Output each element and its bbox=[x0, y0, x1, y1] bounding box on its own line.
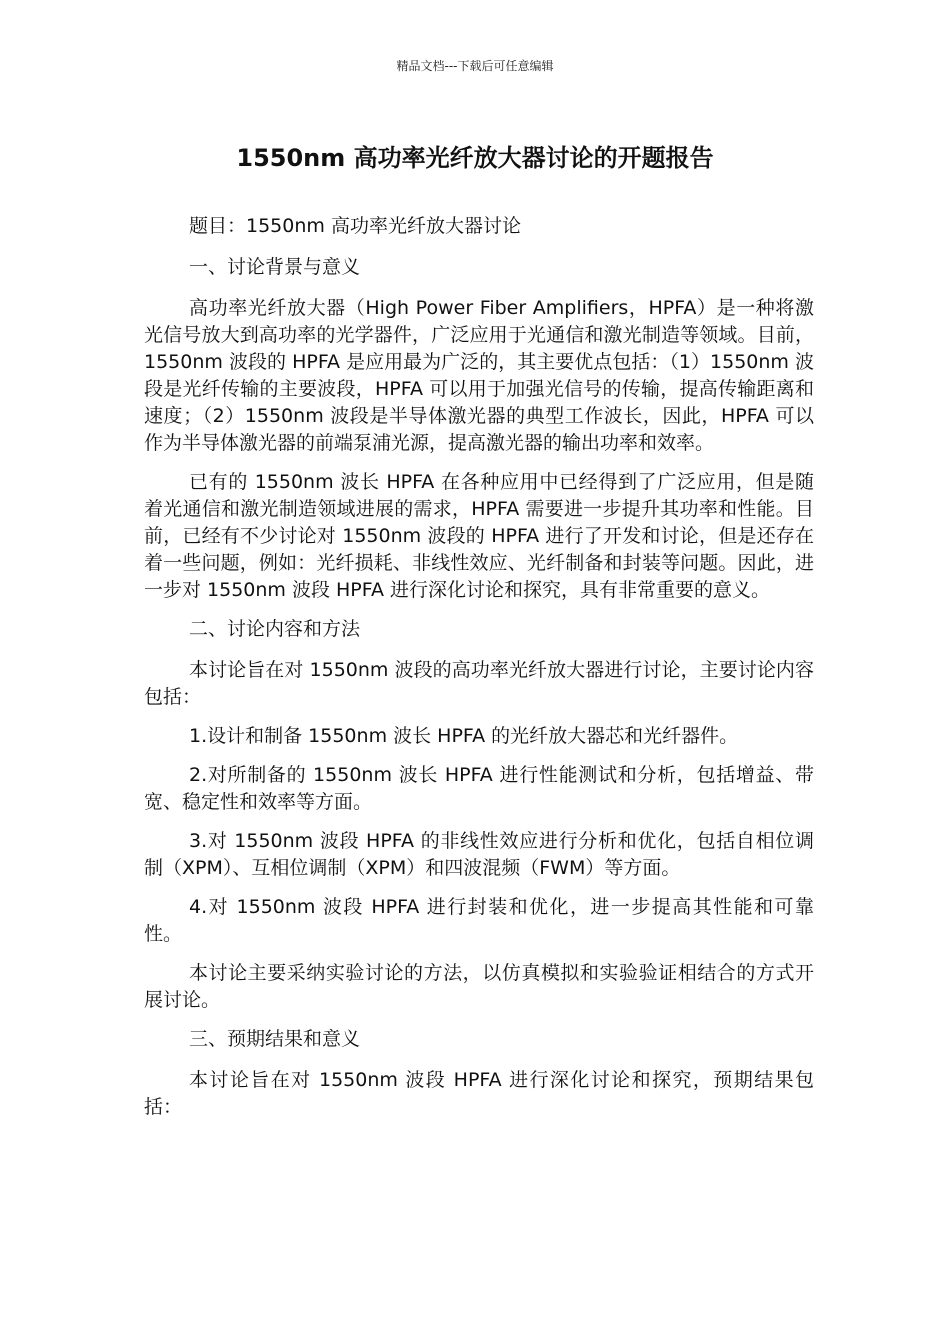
paragraph-expected-results: 本讨论旨在对 1550nm 波段 HPFA 进行深化讨论和探究，预期结果包括： bbox=[144, 1069, 814, 1118]
list-item-2: 2.对所制备的 1550nm 波长 HPFA 进行性能测试和分析，包括增益、带宽、稳定性和效率等方面。 bbox=[144, 764, 814, 813]
list-item-4: 4.对 1550nm 波段 HPFA 进行封装和优化，进一步提高其性能和可靠性。 bbox=[144, 896, 814, 945]
paragraph-hpfa-status: 已有的 1550nm 波长 HPFA 在各种应用中已经得到了广泛应用，但是随着光通信和激光制造领域进展的需求，HPFA 需要进一步提升其功率和性能。目前，已经有不少讨论对 1550nm 波段的 HPFA 进行了开发和讨论，但是还存在着一些问题，例如：光纤损耗、非线性效应、光纤制备和封装等问题。因此，进一步对 1550nm 波段 HPFA 进行深化讨论和探究，具有非常重要的意义。 bbox=[144, 471, 814, 601]
document-body bbox=[144, 213, 814, 1133]
paragraph-research-scope: 本讨论旨在对 1550nm 波段的高功率光纤放大器进行讨论，主要讨论内容包括： bbox=[144, 659, 814, 708]
list-item-3: 3.对 1550nm 波段 HPFA 的非线性效应进行分析和优化，包括自相位调制（XPM）、互相位调制（XPM）和四波混频（FWM）等方面。 bbox=[144, 830, 814, 879]
paragraph-methods: 本讨论主要采纳实验讨论的方法，以仿真模拟和实验验证相结合的方式开展讨论。 bbox=[144, 962, 814, 1011]
section-heading-content-methods: 二、讨论内容和方法 bbox=[189, 618, 361, 640]
list-item-1: 1.设计和制备 1550nm 波长 HPFA 的光纤放大器芯和光纤器件。 bbox=[189, 725, 739, 747]
topic-line: 题目：1550nm 高功率光纤放大器讨论 bbox=[189, 215, 521, 237]
paragraph-hpfa-intro: 高功率光纤放大器（High Power Fiber Amplifiers，HPFA）是一种将激光信号放大到高功率的光学器件，广泛应用于光通信和激光制造等领域。目前，1550nm 波段的 HPFA 是应用最为广泛的，其主要优点包括：（1）1550nm 波段是光纤传输的主要波段，HPFA 可以用于加强光信号的传输，提高传输距离和速度；（2）1550nm 波段是半导体激光器的典型工作波长，因此，HPFA 可以作为半导体激光器的前端泵浦光源，提高激光器的输出功率和效率。 bbox=[144, 297, 814, 454]
section-heading-expected-results: 三、预期结果和意义 bbox=[189, 1028, 361, 1050]
document-title: 1550nm 高功率光纤放大器讨论的开题报告 bbox=[236, 144, 714, 172]
page-header-watermark: 精品文档---下载后可任意编辑 bbox=[396, 59, 554, 73]
section-heading-background: 一、讨论背景与意义 bbox=[189, 256, 361, 278]
